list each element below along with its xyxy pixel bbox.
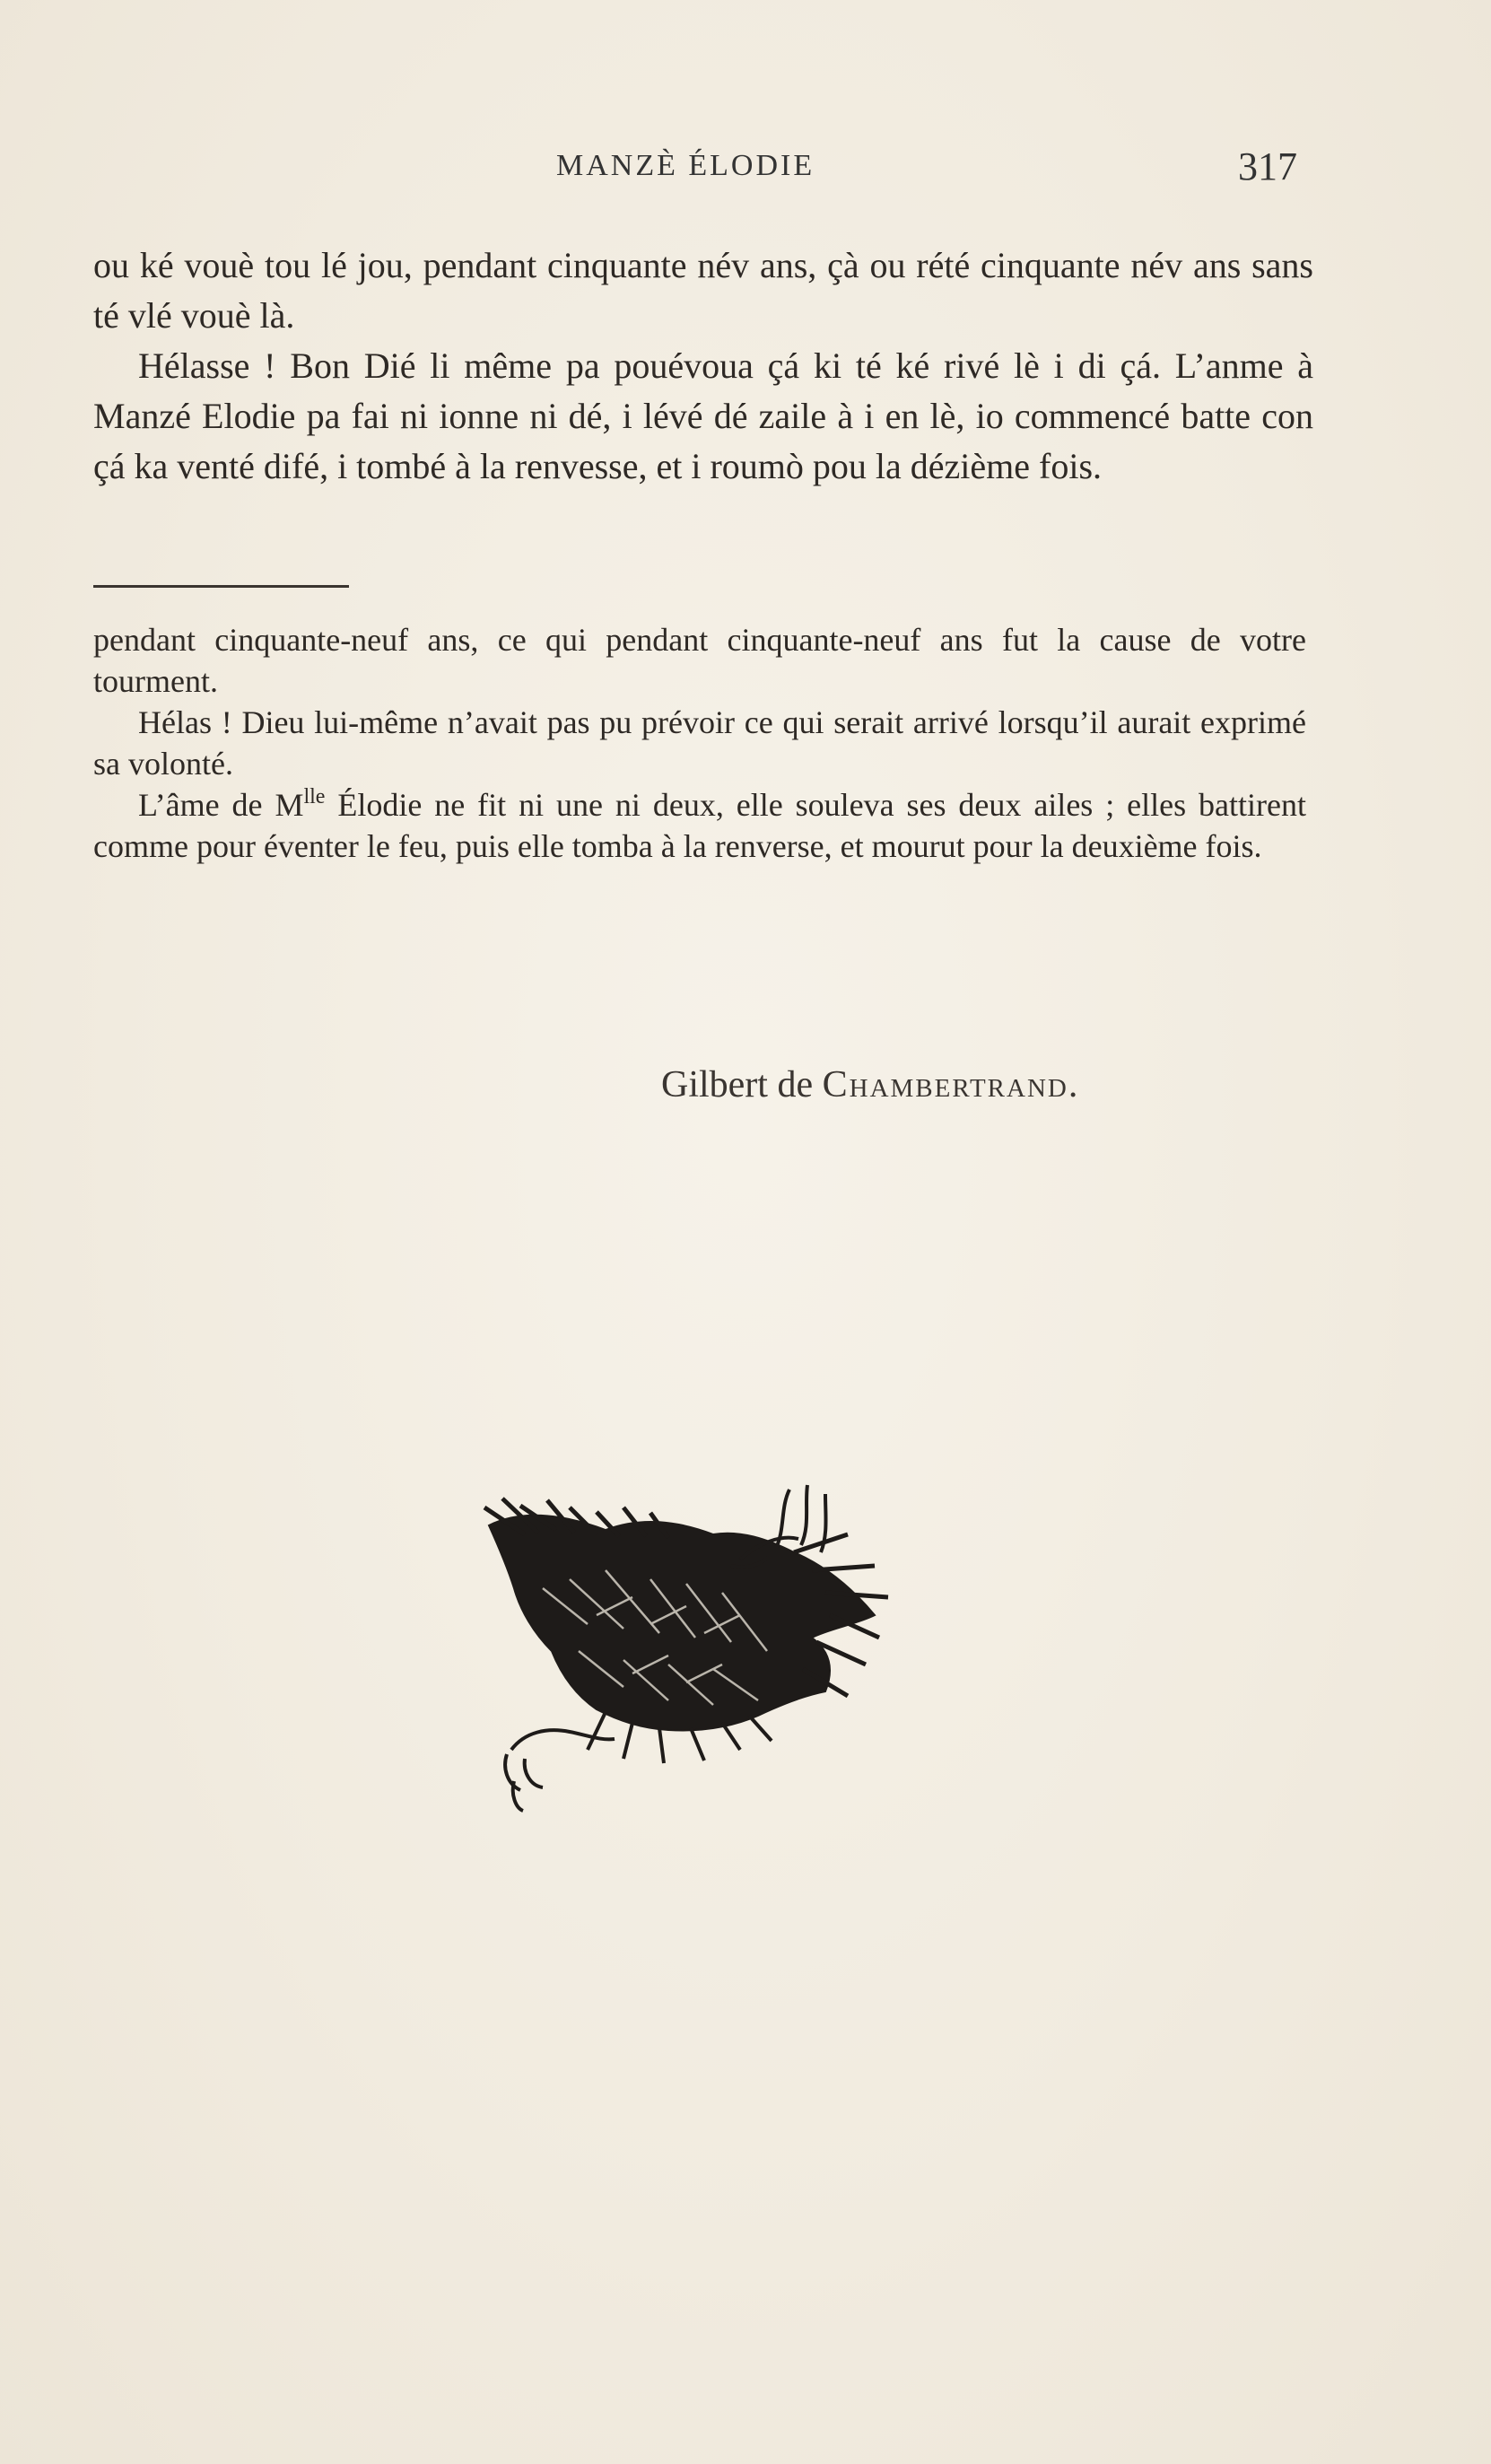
french-translation bbox=[93, 619, 1306, 867]
creole-paragraph: Hélasse ! Bon Dié li même pa pouévoua çá ki té ké rivé lè i di çá. L’anme à Manzé Elodie pa fai ni ionne ni dé, i lévé dé zaile à i en lè, io commencé batte con çá ka venté difé, i tombé à la renvesse, et i roumò pou la dézième fois. bbox=[93, 345, 1313, 486]
translation-text: Élodie ne fit ni une ni deux, elle souleva ses deux ailes ; elles battirent comme pour éventer le feu, puis elle tomba à la renverse, et mourut pour la deuxième fois. bbox=[93, 787, 1306, 864]
feathered-bird-vignette-icon bbox=[471, 1481, 893, 1813]
superscript: lle bbox=[303, 785, 326, 808]
translation-text: L’âme de M bbox=[138, 787, 304, 823]
translation-paragraph: pendant cinquante-neuf ans, ce qui pendant cinquante-neuf ans fut la cause de votre tourment. bbox=[93, 622, 1306, 699]
footnote-rule bbox=[93, 585, 349, 588]
translation-paragraph bbox=[93, 784, 1306, 867]
page-number: 317 bbox=[1238, 144, 1297, 188]
translation-paragraph: Hélas ! Dieu lui-même n’avait pas pu prévoir ce qui serait arrivé lorsqu’il aurait exprimé sa volonté. bbox=[93, 704, 1306, 782]
creole-paragraph: ou ké vouè tou lé jou, pendant cinquante név ans, çà ou rété cinquante név ans sans té vlé vouè là. bbox=[93, 245, 1313, 336]
running-title: MANZÈ ÉLODIE bbox=[556, 149, 815, 182]
creole-text bbox=[93, 240, 1313, 492]
author-surname: Chambertrand. bbox=[822, 1064, 1080, 1105]
author-signature bbox=[661, 1063, 1079, 1106]
author-first-name: Gilbert de bbox=[661, 1064, 823, 1105]
running-head bbox=[0, 144, 1491, 197]
